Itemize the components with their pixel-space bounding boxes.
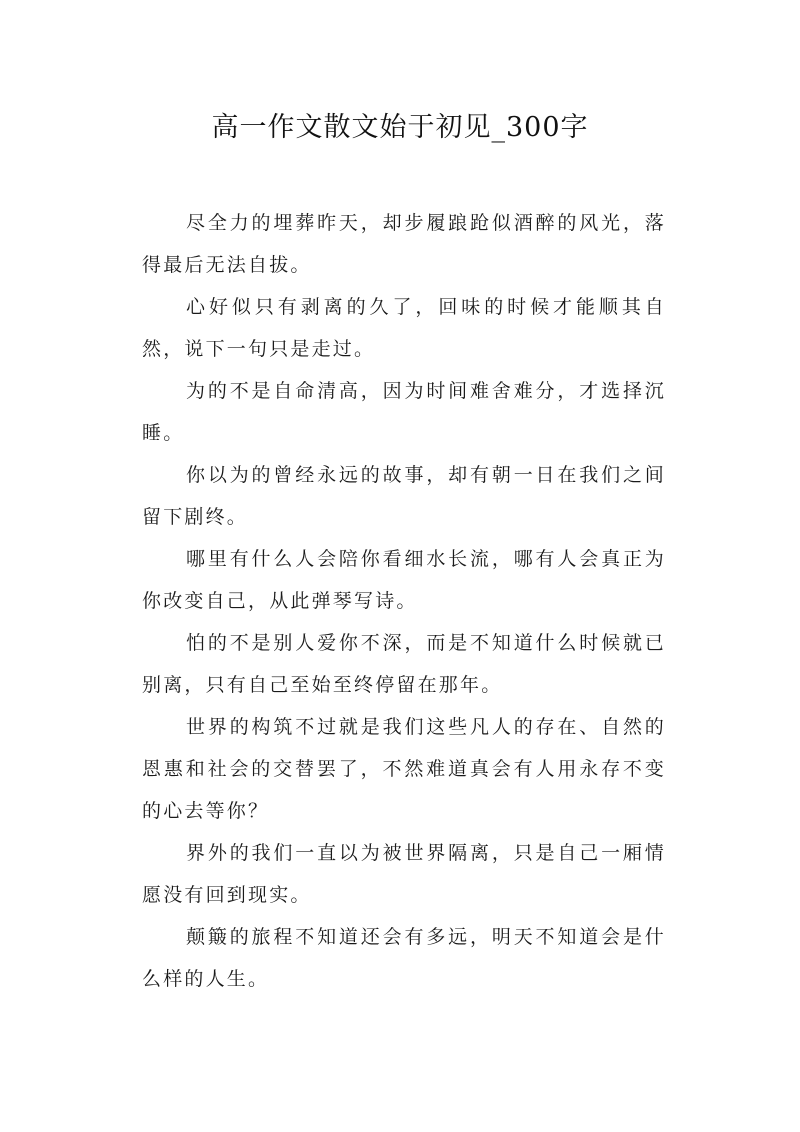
document-title: 高一作文散文始于初见_300字 <box>211 112 589 143</box>
paragraph-9: 颠簸的旅程不知道还会有多远，明天不知道会是什么样的人生。 <box>142 926 666 990</box>
paragraph-8: 界外的我们一直以为被世界隔离，只是自己一厢情愿没有回到现实。 <box>142 842 666 906</box>
paragraph-6: 怕的不是别人爱你不深，而是不知道什么时候就已别离，只有自己至始至终停留在那年。 <box>142 632 666 696</box>
document-body <box>142 202 666 1000</box>
paragraph-5: 哪里有什么人会陪你看细水长流，哪有人会真正为你改变自己，从此弹琴写诗。 <box>142 548 666 612</box>
paragraph-4: 你以为的曾经永远的故事，却有朝一日在我们之间留下剧终。 <box>142 464 666 528</box>
paragraph-7: 世界的构筑不过就是我们这些凡人的存在、自然的恩惠和社会的交替罢了，不然难道真会有人用永存不变的心去等你？ <box>142 716 666 822</box>
paragraph-1: 尽全力的埋葬昨天，却步履踉跄似酒醉的风光，落得最后无法自拔。 <box>142 212 666 276</box>
paragraph-3: 为的不是自命清高，因为时间难舍难分，才选择沉睡。 <box>142 380 666 444</box>
paragraph-2: 心好似只有剥离的久了，回味的时候才能顺其自然，说下一句只是走过。 <box>142 296 666 360</box>
